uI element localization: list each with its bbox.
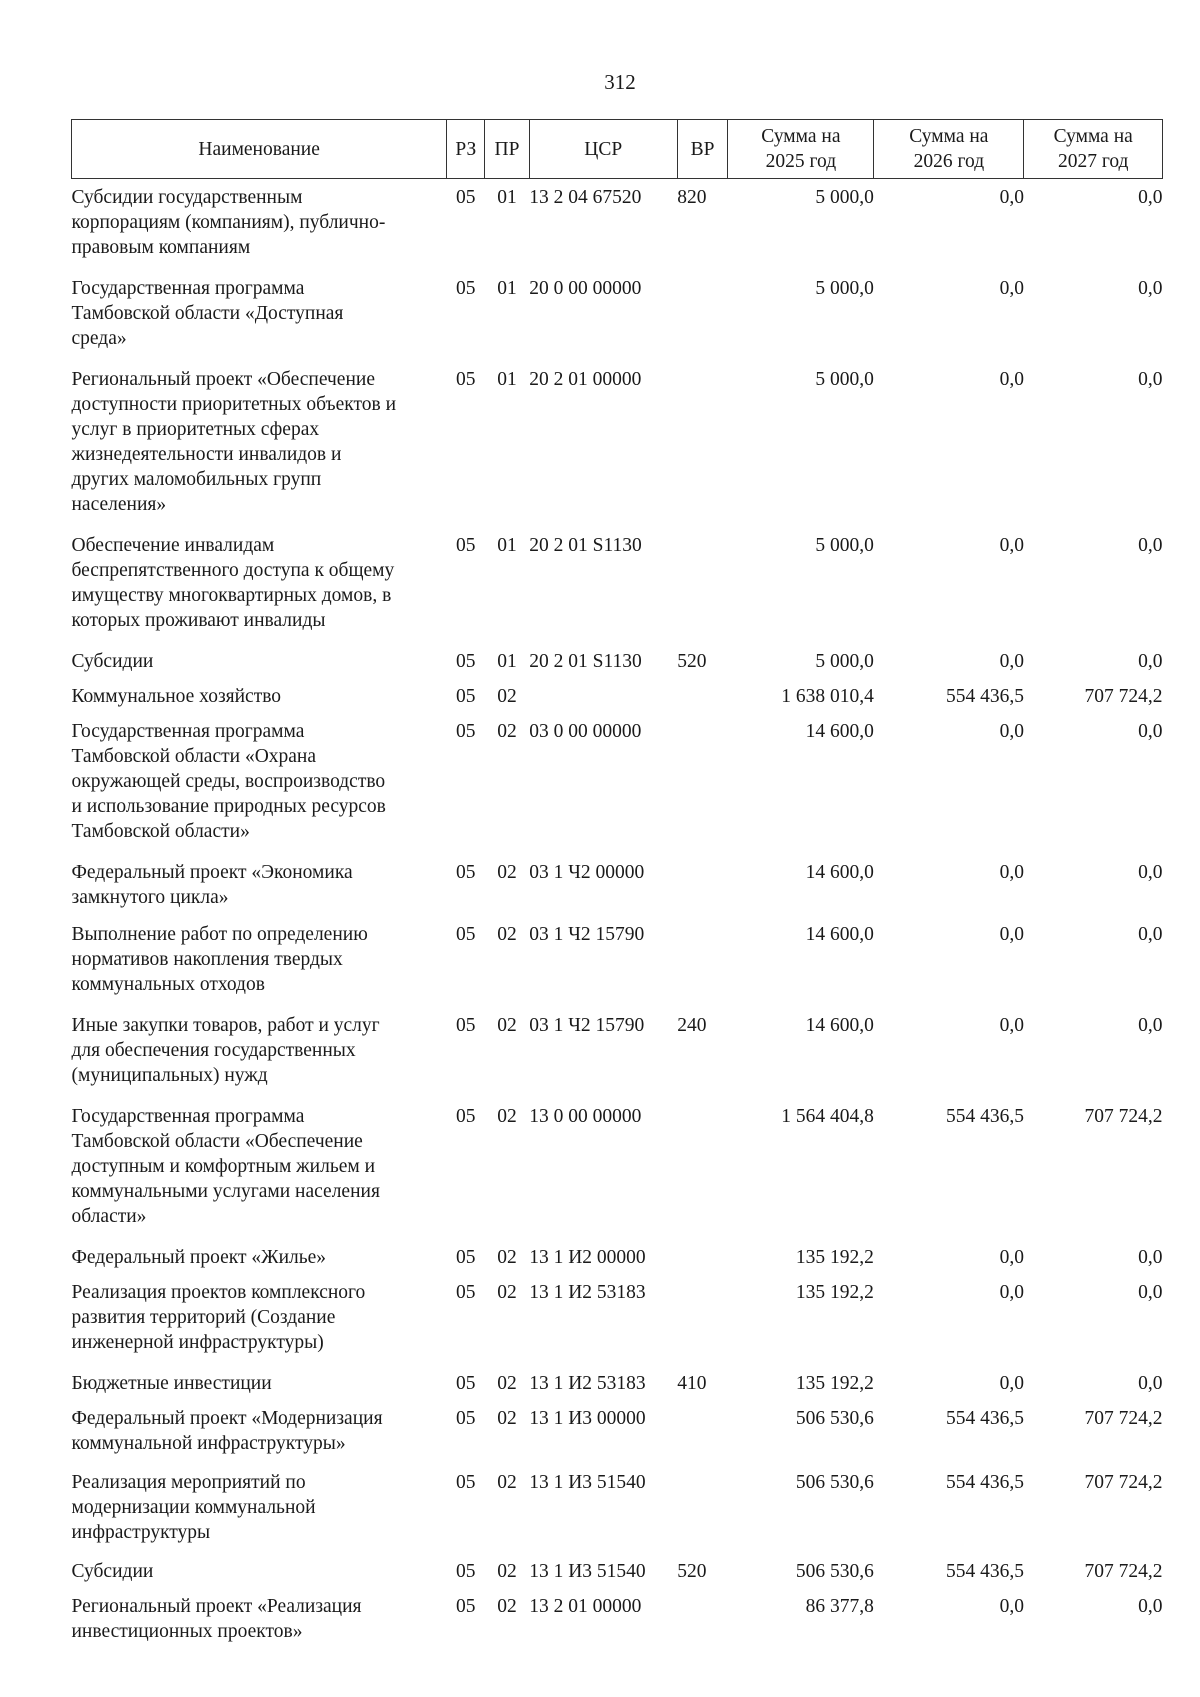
- cell-rz: 05: [456, 369, 476, 390]
- cell-name: [72, 1400, 447, 1462]
- cell-sum-2025: 14 600,0: [805, 721, 874, 742]
- header-sum-2027: [1024, 120, 1163, 179]
- cell-name-line: модернизации коммунальной: [71, 1497, 316, 1518]
- cell-rz: 05: [456, 1373, 476, 1394]
- cell-sum-2025: 5 000,0: [815, 187, 874, 208]
- cell-sum-2026: 0,0: [999, 1247, 1024, 1268]
- cell-sum-2025: 5 000,0: [815, 535, 874, 556]
- cell-sum-2025: 86 377,8: [805, 1596, 874, 1617]
- cell-rz: 05: [456, 1282, 476, 1303]
- header-sum-2026-line: Сумма на: [909, 126, 989, 147]
- cell-vr: 520: [677, 651, 707, 672]
- cell-name-line: доступным и комфортным жильем и: [71, 1156, 376, 1177]
- header-rz: РЗ: [447, 120, 485, 179]
- cell-rz: 05: [456, 924, 476, 945]
- header-sum-2025: [728, 120, 874, 179]
- cell-name: [72, 641, 447, 678]
- cell-sum-2026: 554 436,5: [945, 1106, 1024, 1127]
- cell-csr: 03 1 Ч2 15790: [529, 924, 645, 945]
- cell-csr: 20 2 01 S1130: [529, 535, 642, 556]
- cell-name-line: имуществу многоквартирных домов, в: [71, 585, 392, 606]
- cell-sum-2025: 135 192,2: [795, 1247, 874, 1268]
- cell-name-line: Тамбовской области «Обеспечение: [71, 1131, 363, 1152]
- cell-pr: 02: [497, 862, 517, 883]
- cell-rz: 05: [456, 187, 476, 208]
- cell-vr: [677, 1588, 728, 1650]
- cell-name: [72, 359, 447, 525]
- cell-pr: 02: [497, 1106, 517, 1127]
- cell-name-line: беспрепятственного доступа к общему: [71, 560, 395, 581]
- cell-name-line: Реализация мероприятий по: [71, 1472, 306, 1493]
- cell-vr: [677, 1237, 728, 1274]
- cell-name-line: окружающей среды, воспроизводство: [71, 771, 386, 792]
- cell-name: [72, 678, 447, 713]
- cell-sum-2027: 707 724,2: [1084, 1472, 1163, 1493]
- cell-sum-2026: 554 436,5: [945, 686, 1024, 707]
- table-row: [72, 852, 1163, 914]
- cell-csr: 13 1 И2 53183: [529, 1373, 646, 1394]
- table-row: [72, 359, 1163, 525]
- cell-pr: 02: [497, 1247, 517, 1268]
- cell-vr: [677, 1462, 728, 1553]
- cell-rz: 05: [456, 1561, 476, 1582]
- cell-rz: 05: [456, 1596, 476, 1617]
- table-row: [72, 713, 1163, 852]
- cell-name-line: услуг в приоритетных сферах: [71, 419, 320, 440]
- cell-name-line: правовым компаниям: [71, 237, 251, 258]
- cell-vr: 820: [677, 187, 707, 208]
- cell-rz: 05: [456, 686, 476, 707]
- header-sum-2026: [874, 120, 1024, 179]
- cell-csr: 03 1 Ч2 00000: [529, 862, 645, 883]
- cell-name-line: других маломобильных групп: [71, 469, 322, 490]
- cell-vr: [677, 713, 728, 852]
- cell-sum-2026: 0,0: [999, 924, 1024, 945]
- table-body: [72, 179, 1163, 1651]
- cell-sum-2025: 1 638 010,4: [781, 686, 874, 707]
- cell-name-line: Федеральный проект «Жилье»: [71, 1247, 327, 1268]
- cell-sum-2027: 0,0: [1138, 1596, 1163, 1617]
- cell-name-line: корпорациям (компаниям), публично-: [71, 212, 386, 233]
- cell-name-line: Региональный проект «Реализация: [71, 1596, 362, 1617]
- cell-name: [72, 1553, 447, 1588]
- cell-sum-2027: 0,0: [1138, 862, 1163, 883]
- cell-name-line: коммунальных отходов: [71, 974, 265, 995]
- header-name: Наименование: [72, 120, 447, 179]
- cell-pr: 01: [497, 651, 517, 672]
- cell-csr: 20 2 01 S1130: [529, 651, 642, 672]
- cell-name-line: коммунальной инфраструктуры»: [71, 1433, 346, 1454]
- cell-sum-2025: 14 600,0: [805, 862, 874, 883]
- cell-sum-2027: 0,0: [1138, 651, 1163, 672]
- cell-sum-2025: 1 564 404,8: [781, 1106, 874, 1127]
- cell-csr: 13 1 И3 51540: [529, 1561, 646, 1582]
- cell-sum-2026: 0,0: [999, 1373, 1024, 1394]
- cell-name-line: Коммунальное хозяйство: [71, 686, 282, 707]
- cell-csr: 13 1 И2 00000: [529, 1247, 646, 1268]
- table-row: [72, 1363, 1163, 1400]
- cell-name: [72, 1363, 447, 1400]
- cell-rz: 05: [456, 721, 476, 742]
- cell-vr: [677, 1400, 728, 1462]
- cell-pr: 01: [497, 535, 517, 556]
- cell-sum-2027: 707 724,2: [1084, 686, 1163, 707]
- cell-pr: 02: [497, 924, 517, 945]
- cell-sum-2025: 506 530,6: [795, 1561, 874, 1582]
- cell-sum-2026: 0,0: [999, 721, 1024, 742]
- cell-csr: [529, 678, 677, 713]
- cell-name-line: инфраструктуры: [71, 1522, 211, 1543]
- cell-vr: [677, 852, 728, 914]
- cell-name: [72, 1462, 447, 1553]
- cell-pr: 01: [497, 187, 517, 208]
- cell-pr: 02: [497, 1373, 517, 1394]
- cell-csr: 13 2 01 00000: [529, 1596, 642, 1617]
- cell-sum-2026: 0,0: [999, 651, 1024, 672]
- table-row: [72, 1096, 1163, 1237]
- cell-rz: 05: [456, 1106, 476, 1127]
- cell-name-line: Иные закупки товаров, работ и услуг: [71, 1015, 380, 1036]
- cell-csr: 03 0 00 00000: [529, 721, 642, 742]
- cell-name: [72, 852, 447, 914]
- cell-vr: [677, 1096, 728, 1237]
- cell-name: [72, 1237, 447, 1274]
- cell-sum-2026: 0,0: [999, 1015, 1024, 1036]
- cell-pr: 02: [497, 1561, 517, 1582]
- cell-name: [72, 1096, 447, 1237]
- cell-sum-2025: 14 600,0: [805, 924, 874, 945]
- cell-rz: 05: [456, 535, 476, 556]
- cell-name-line: Тамбовской области «Охрана: [71, 746, 317, 767]
- cell-vr: [677, 525, 728, 641]
- cell-name-line: замкнутого цикла»: [71, 887, 229, 908]
- cell-sum-2026: 0,0: [999, 1282, 1024, 1303]
- cell-sum-2025: 135 192,2: [795, 1373, 874, 1394]
- cell-sum-2025: 506 530,6: [795, 1472, 874, 1493]
- header-sum-2027-line: 2027 год: [1057, 151, 1129, 172]
- budget-table: [71, 119, 1163, 1650]
- cell-name-line: Субсидии: [71, 651, 154, 672]
- cell-name-line: Региональный проект «Обеспечение: [71, 369, 375, 390]
- cell-csr: 20 0 00 00000: [529, 278, 642, 299]
- cell-sum-2027: 0,0: [1138, 1373, 1163, 1394]
- cell-sum-2026: 0,0: [999, 535, 1024, 556]
- cell-pr: 02: [497, 1472, 517, 1493]
- cell-sum-2025: 5 000,0: [815, 278, 874, 299]
- cell-rz: 05: [456, 1247, 476, 1268]
- cell-vr: [677, 1274, 728, 1363]
- cell-vr: 240: [677, 1015, 707, 1036]
- cell-sum-2026: 554 436,5: [945, 1408, 1024, 1429]
- cell-name-line: инвестиционных проектов»: [71, 1621, 303, 1642]
- cell-sum-2025: 506 530,6: [795, 1408, 874, 1429]
- cell-name: [72, 1005, 447, 1096]
- cell-name-line: жизнедеятельности инвалидов и: [71, 444, 342, 465]
- cell-name-line: Обеспечение инвалидам: [71, 535, 275, 556]
- cell-name-line: Тамбовской области «Доступная: [71, 303, 344, 324]
- header-pr: ПР: [485, 120, 529, 179]
- cell-sum-2026: 0,0: [999, 1596, 1024, 1617]
- cell-name-line: населения»: [71, 494, 167, 515]
- table-row: [72, 179, 1163, 269]
- cell-name-line: Государственная программа: [71, 721, 305, 742]
- header-vr: ВР: [677, 120, 728, 179]
- cell-name-line: развития территорий (Создание: [71, 1307, 336, 1328]
- cell-csr: 13 1 И2 53183: [529, 1282, 646, 1303]
- cell-name: [72, 1588, 447, 1650]
- cell-csr: 13 0 00 00000: [529, 1106, 642, 1127]
- header-sum-2026-line: 2026 год: [913, 151, 985, 172]
- header-sum-2027-line: Сумма на: [1053, 126, 1133, 147]
- cell-name: [72, 525, 447, 641]
- cell-name-line: области»: [71, 1206, 147, 1227]
- cell-sum-2025: 5 000,0: [815, 369, 874, 390]
- table-row: [72, 914, 1163, 1005]
- table-row: [72, 1237, 1163, 1274]
- cell-rz: 05: [456, 278, 476, 299]
- cell-rz: 05: [456, 1015, 476, 1036]
- header-sum-2025-line: 2025 год: [765, 151, 837, 172]
- table-row: [72, 1462, 1163, 1553]
- cell-sum-2026: 0,0: [999, 369, 1024, 390]
- cell-name-line: которых проживают инвалиды: [71, 610, 326, 631]
- cell-name-line: Субсидии государственным: [71, 187, 303, 208]
- cell-sum-2025: 135 192,2: [795, 1282, 874, 1303]
- table-header-row: [72, 120, 1163, 179]
- cell-name-line: Выполнение работ по определению: [71, 924, 368, 945]
- cell-pr: 02: [497, 1282, 517, 1303]
- table-row: [72, 1274, 1163, 1363]
- cell-name: [72, 179, 447, 269]
- cell-sum-2027: 0,0: [1138, 1015, 1163, 1036]
- cell-sum-2027: 0,0: [1138, 1282, 1163, 1303]
- cell-name-line: нормативов накопления твердых: [71, 949, 343, 970]
- table-row: [72, 525, 1163, 641]
- cell-vr: 410: [677, 1373, 707, 1394]
- cell-sum-2027: 707 724,2: [1084, 1561, 1163, 1582]
- table-row: [72, 641, 1163, 678]
- cell-name: [72, 268, 447, 359]
- cell-name: [72, 1274, 447, 1363]
- cell-sum-2026: 554 436,5: [945, 1561, 1024, 1582]
- cell-pr: 02: [497, 686, 517, 707]
- cell-pr: 02: [497, 1015, 517, 1036]
- cell-sum-2025: 5 000,0: [815, 651, 874, 672]
- cell-name-line: доступности приоритетных объектов и: [71, 394, 397, 415]
- cell-name-line: Тамбовской области»: [71, 821, 250, 842]
- cell-rz: 05: [456, 651, 476, 672]
- cell-csr: 13 1 И3 00000: [529, 1408, 646, 1429]
- header-sum-2025-line: Сумма на: [761, 126, 841, 147]
- cell-sum-2026: 0,0: [999, 278, 1024, 299]
- table-row: [72, 678, 1163, 713]
- cell-sum-2027: 707 724,2: [1084, 1408, 1163, 1429]
- cell-sum-2027: 0,0: [1138, 369, 1163, 390]
- cell-csr: 13 2 04 67520: [529, 187, 642, 208]
- cell-pr: 01: [497, 278, 517, 299]
- cell-pr: 02: [497, 1408, 517, 1429]
- cell-name-line: Государственная программа: [71, 1106, 305, 1127]
- cell-vr: 520: [677, 1561, 707, 1582]
- cell-vr: [677, 268, 728, 359]
- cell-name: [72, 713, 447, 852]
- cell-sum-2026: 554 436,5: [945, 1472, 1024, 1493]
- table-row: [72, 1400, 1163, 1462]
- cell-name-line: Бюджетные инвестиции: [71, 1373, 272, 1394]
- cell-name-line: и использование природных ресурсов: [71, 796, 386, 817]
- cell-pr: 02: [497, 1596, 517, 1617]
- cell-vr: [677, 914, 728, 1005]
- cell-sum-2026: 0,0: [999, 187, 1024, 208]
- cell-csr: 13 1 И3 51540: [529, 1472, 646, 1493]
- cell-sum-2026: 0,0: [999, 862, 1024, 883]
- cell-name-line: коммунальными услугами населения: [71, 1181, 380, 1202]
- cell-vr: [677, 359, 728, 525]
- cell-csr: 20 2 01 00000: [529, 369, 642, 390]
- cell-sum-2027: 0,0: [1138, 278, 1163, 299]
- header-csr: ЦСР: [529, 120, 677, 179]
- cell-name-line: (муниципальных) нужд: [71, 1065, 268, 1086]
- cell-sum-2027: 0,0: [1138, 1247, 1163, 1268]
- cell-name-line: Федеральный проект «Экономика: [71, 862, 353, 883]
- cell-name-line: Федеральный проект «Модернизация: [71, 1408, 383, 1429]
- cell-csr: 03 1 Ч2 15790: [529, 1015, 645, 1036]
- cell-vr: [677, 678, 728, 713]
- page-number: 312: [604, 70, 636, 94]
- cell-sum-2027: 0,0: [1138, 721, 1163, 742]
- cell-name: [72, 914, 447, 1005]
- cell-name-line: среда»: [71, 328, 127, 349]
- cell-sum-2027: 707 724,2: [1084, 1106, 1163, 1127]
- cell-name-line: инженерной инфраструктуры): [71, 1332, 324, 1353]
- table-row: [72, 1588, 1163, 1650]
- cell-rz: 05: [456, 862, 476, 883]
- table-row: [72, 1553, 1163, 1588]
- table-row: [72, 268, 1163, 359]
- cell-sum-2027: 0,0: [1138, 535, 1163, 556]
- cell-rz: 05: [456, 1472, 476, 1493]
- cell-name-line: Реализация проектов комплексного: [71, 1282, 366, 1303]
- cell-name-line: Субсидии: [71, 1561, 154, 1582]
- cell-pr: 01: [497, 369, 517, 390]
- cell-pr: 02: [497, 721, 517, 742]
- cell-sum-2027: 0,0: [1138, 924, 1163, 945]
- cell-name-line: для обеспечения государственных: [71, 1040, 356, 1061]
- cell-name-line: Государственная программа: [71, 278, 305, 299]
- cell-rz: 05: [456, 1408, 476, 1429]
- cell-sum-2025: 14 600,0: [805, 1015, 874, 1036]
- cell-sum-2027: 0,0: [1138, 187, 1163, 208]
- table-row: [72, 1005, 1163, 1096]
